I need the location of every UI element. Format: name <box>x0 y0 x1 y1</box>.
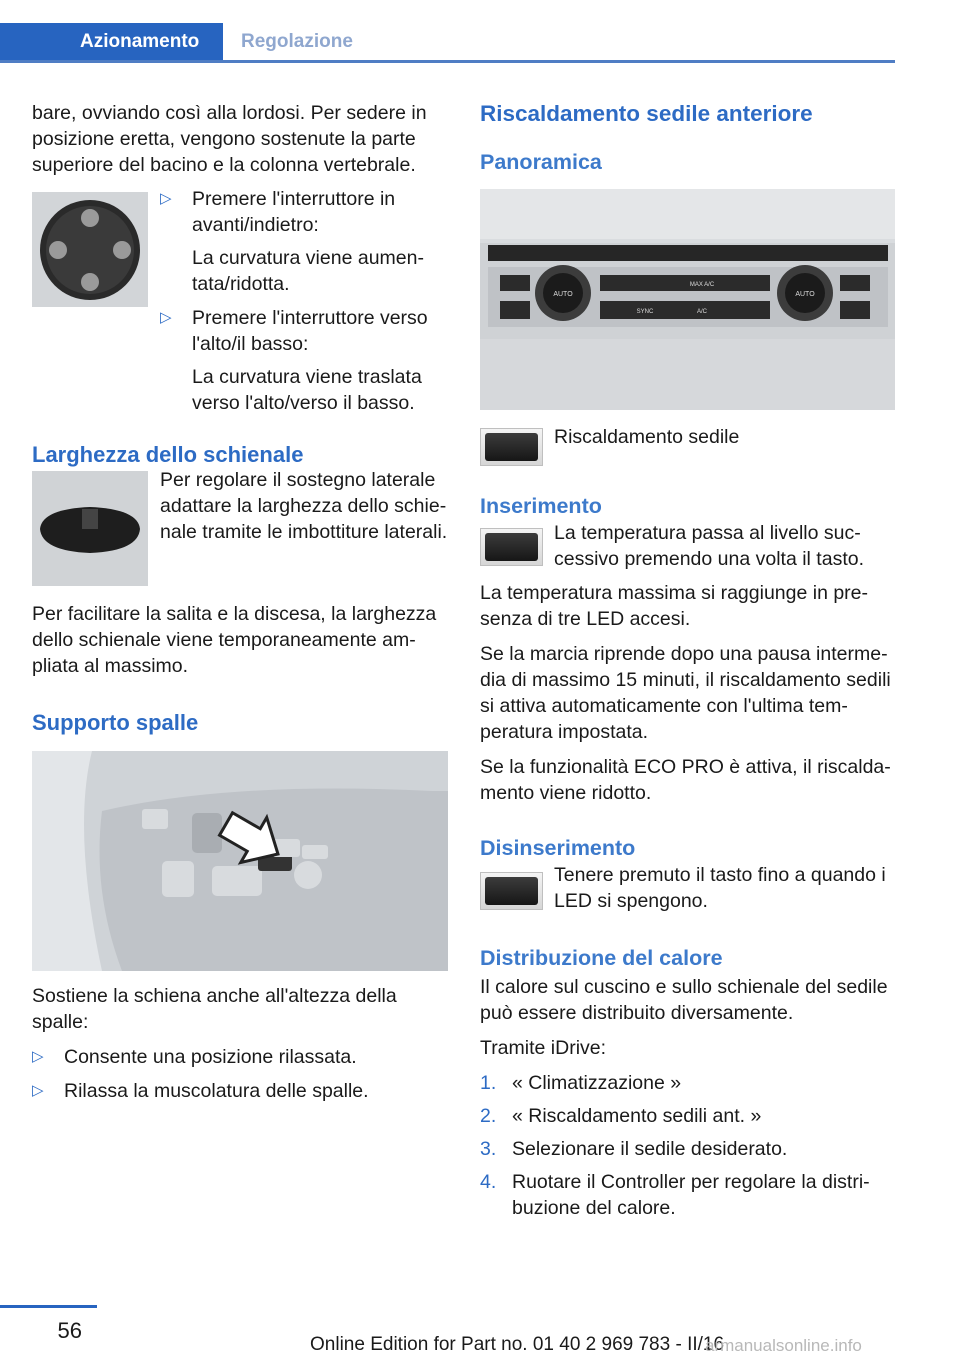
on-paragraph-1: La temperatura massima si raggiunge in presenza di tre LED accesi. <box>480 582 869 630</box>
step-3: 3. Selezionare il sedile desiderato. <box>480 1138 788 1160</box>
lumbar-block <box>32 188 450 414</box>
width-paragraph: Per facilitare la salita e la discesa, la larghezza dello schienale viene temporaneamente ampliata al massimo. <box>32 603 437 677</box>
backrest-width-switch-image <box>32 471 148 586</box>
shoulder-heading: Supporto spalle <box>32 710 199 735</box>
shoulder-item-1: ▷ Consente una posizione rilassata. <box>32 1046 357 1068</box>
triangle-bullet-icon: ▷ <box>32 1048 44 1065</box>
width-heading: Larghezza dello schienale <box>32 442 304 467</box>
intro-paragraph: bare, ovviando così alla lordosi. Per sedere in posizione eretta, vengono sostenute la parte superiore del bacino e la colonna vertebrale. <box>32 102 427 176</box>
lumbar-item-2: ▷ Premere l'interruttore verso l'alto/il basso: La curvatura viene traslata verso l'alto/verso il basso. <box>160 307 428 414</box>
on-paragraph-3: Se la funzionalità ECO PRO è attiva, il riscaldamento viene ridotto. <box>480 756 891 804</box>
triangle-bullet-icon: ▷ <box>160 190 172 207</box>
width-block <box>32 471 450 588</box>
on-heading: Inserimento <box>480 494 602 518</box>
off-text: Tenere premuto il tasto fino a quando i LED si spengono. <box>554 864 886 912</box>
distribution-text: Il calore sul cuscino e sullo schienale del sedile può essere distribuito diversamente. <box>480 976 888 1024</box>
page-number: 56 <box>57 1318 82 1343</box>
panel-label-auto-left: AUTO <box>553 291 573 298</box>
shoulder-support-image <box>32 751 448 971</box>
seat-heating-button-icon <box>480 428 543 466</box>
watermark: armanualsonline.info <box>705 1336 862 1355</box>
tab-azionamento[interactable]: Azionamento <box>0 23 223 60</box>
step-1: 1. « Climatizzazione » <box>480 1072 682 1094</box>
panel-label-max-ac: MAX A/C <box>689 282 715 288</box>
shoulder-text: Sostiene la schiena anche all'altezza della spalle: <box>32 985 397 1033</box>
width-text: Per regolare il sostegno laterale adattare la larghezza dello schienale tramite le imbottiture laterali. <box>160 469 448 543</box>
distribution-heading: Distribuzione del calore <box>480 946 723 970</box>
edition-note: Online Edition for Part no. 01 40 2 969 783 - II/16 <box>310 1334 725 1355</box>
step-4: 4. Ruotare il Controller per regolare la distribuzione del calore. <box>480 1171 870 1219</box>
seat-heating-caption-row <box>480 428 898 468</box>
step-2: 2. « Riscaldamento sedili ant. » <box>480 1105 762 1127</box>
section-tabs <box>0 23 895 63</box>
panel-label-sync: SYNC <box>636 309 654 315</box>
overview-heading: Panoramica <box>480 150 602 174</box>
panel-label-auto-right: AUTO <box>795 291 815 298</box>
seat-heating-button-icon <box>480 872 543 910</box>
seat-heating-button-icon <box>480 528 543 566</box>
right-column <box>480 100 898 1228</box>
on-paragraph-2: Se la marcia riprende dopo una pausa intermedia di massimo 15 minuti, il riscaldamento sedili si attiva automaticamente con l'ultima temperatura impostata. <box>480 643 891 743</box>
triangle-bullet-icon: ▷ <box>160 309 172 326</box>
seat-heating-caption: Riscaldamento sedile <box>554 426 740 448</box>
climate-panel-image <box>480 189 895 410</box>
lumbar-switch-image <box>32 192 148 307</box>
panel-label-ac: A/C <box>696 309 708 315</box>
distribution-intro: Tramite iDrive: <box>480 1037 607 1059</box>
tab-regolazione[interactable]: Regolazione <box>241 31 353 52</box>
off-heading: Disinserimento <box>480 836 636 860</box>
section-title: Riscaldamento sedile anteriore <box>480 101 813 126</box>
footer-rule <box>0 1305 97 1308</box>
lumbar-item-1: ▷ Premere l'interruttore in avanti/indietro: La curvatura viene aumentata/ridotta. <box>160 188 424 295</box>
left-column <box>32 100 450 1112</box>
off-block <box>480 866 898 922</box>
shoulder-item-2: ▷ Rilassa la muscolatura delle spalle. <box>32 1080 369 1102</box>
on-text: La temperatura passa al livello successivo premendo una volta il tasto. <box>554 522 865 570</box>
triangle-bullet-icon: ▷ <box>32 1082 44 1099</box>
on-block <box>480 524 898 580</box>
